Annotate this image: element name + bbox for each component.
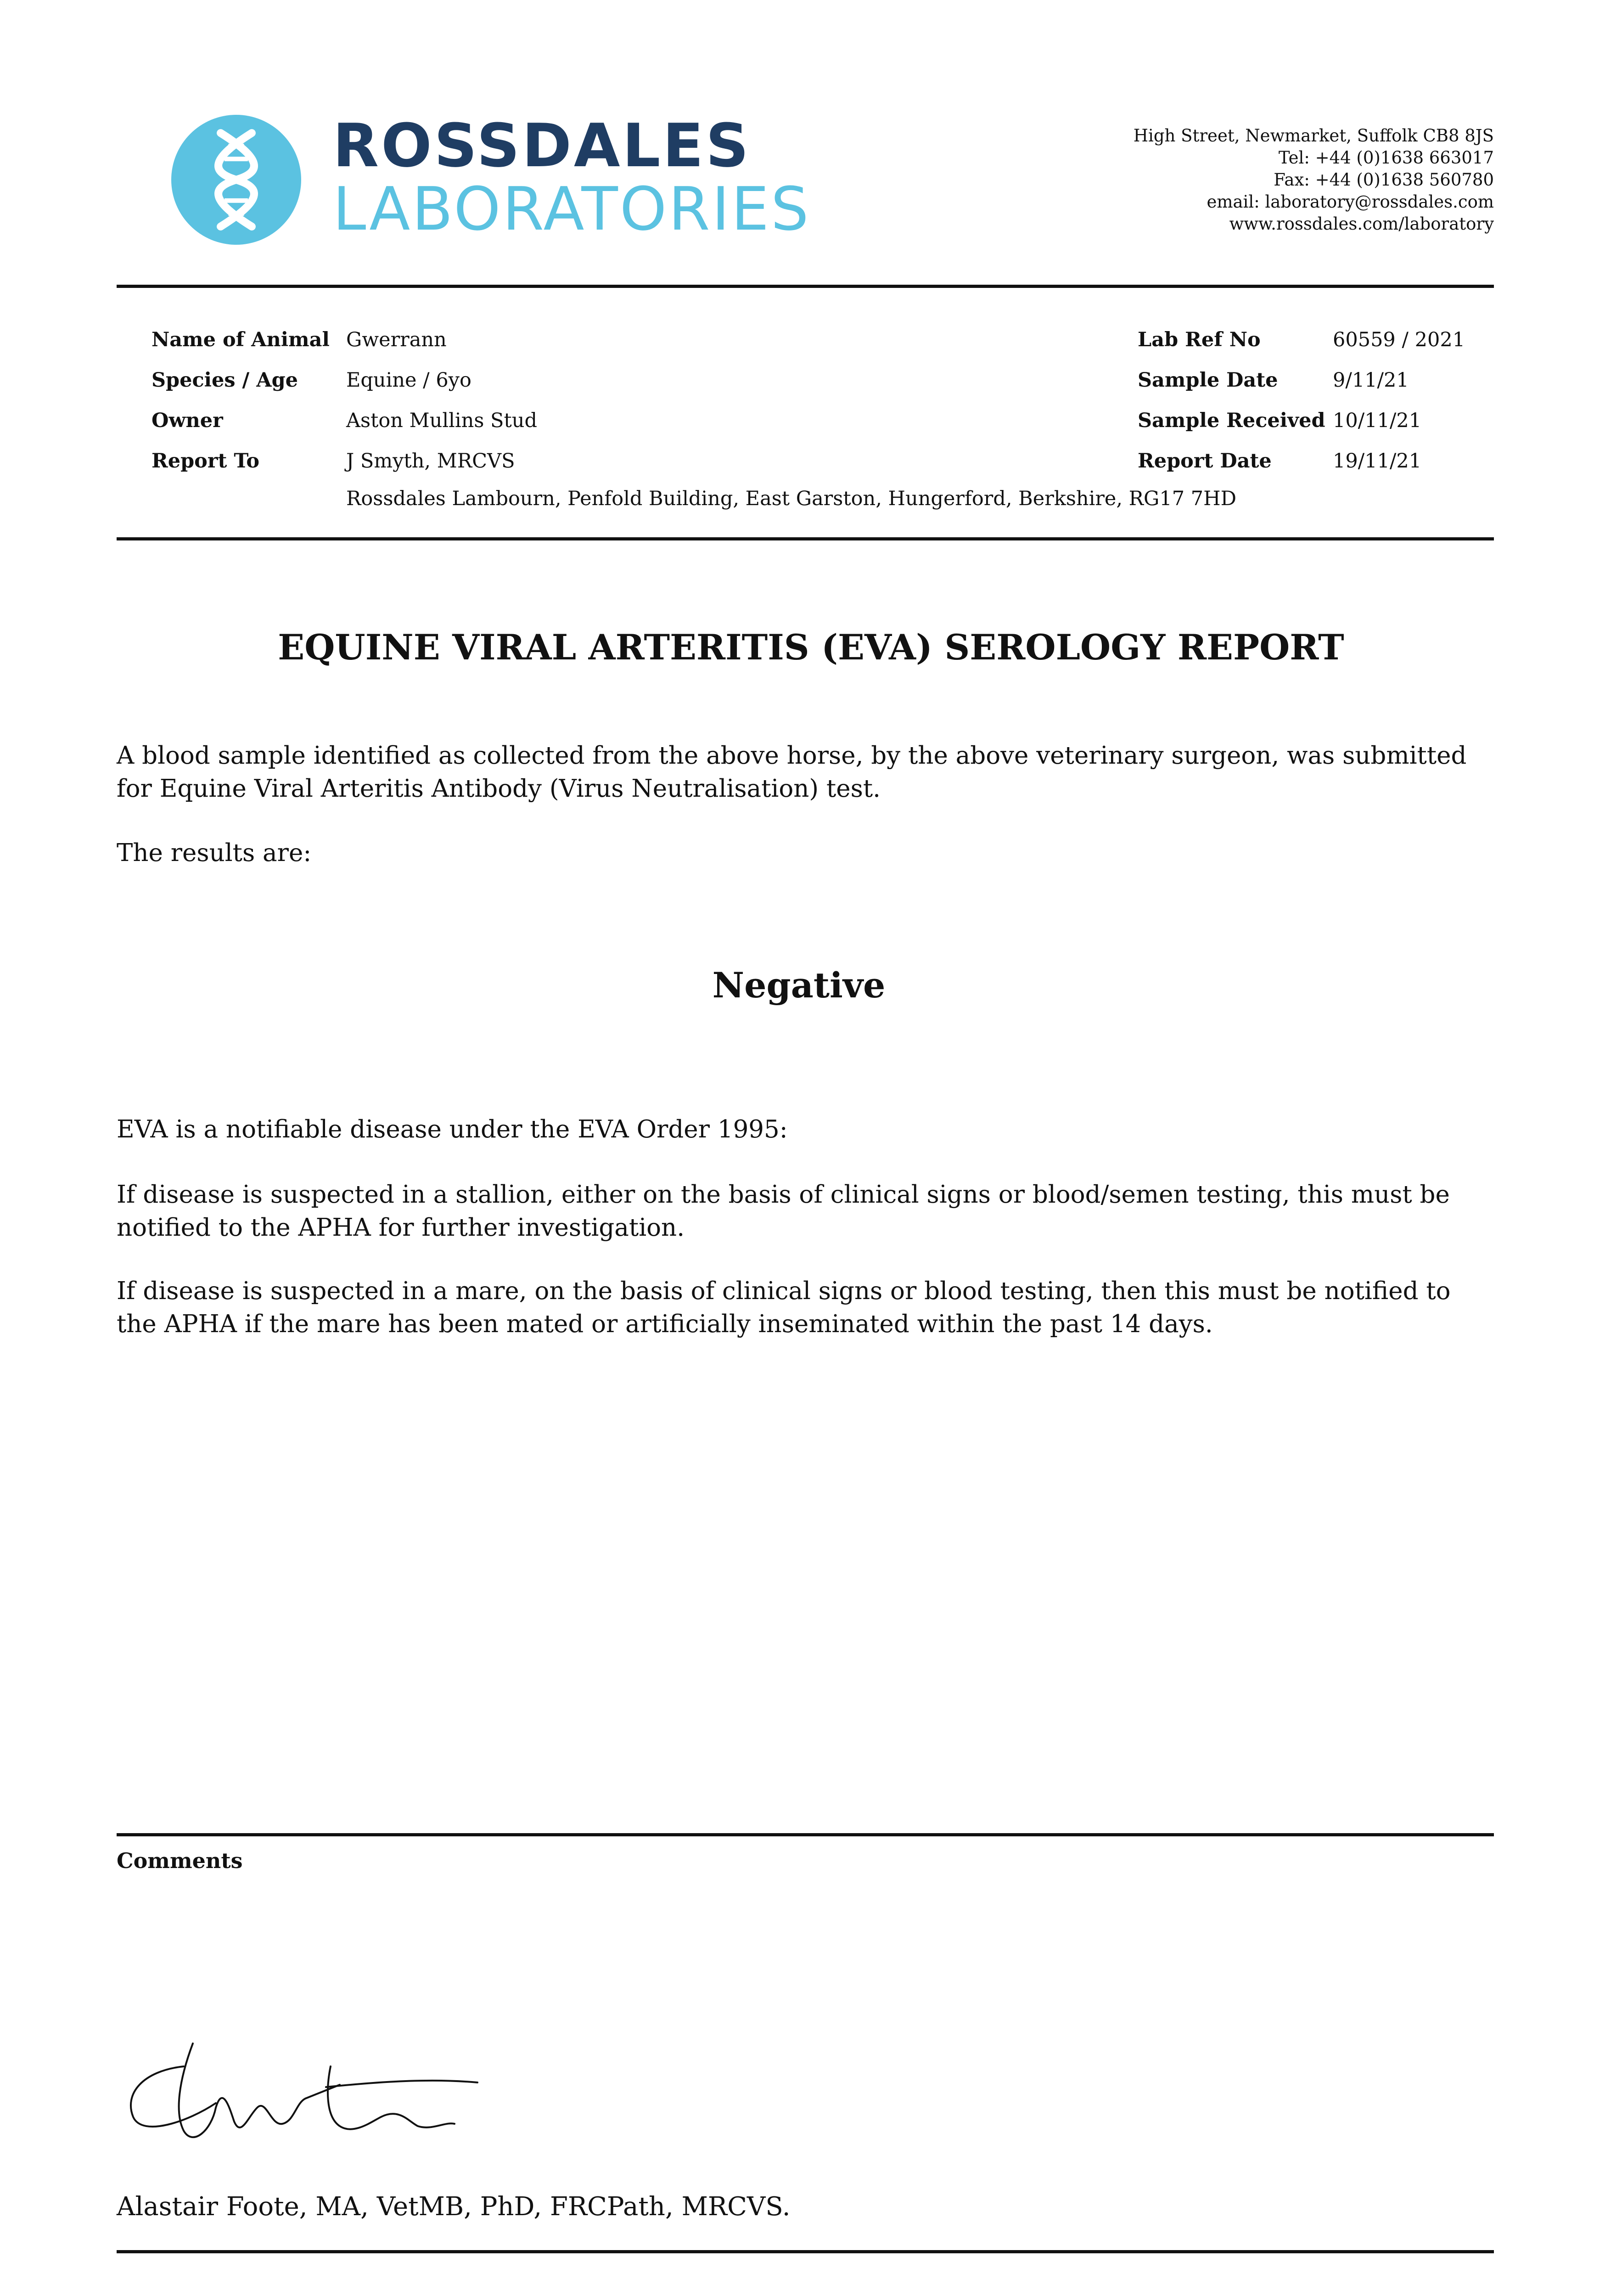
contact-address: High Street, Newmarket, Suffolk CB8 8JS: [1133, 126, 1494, 146]
signature-icon: [124, 2039, 482, 2158]
notice-intro: EVA is a notifiable disease under the EVA Order 1995:: [117, 1115, 788, 1143]
contact-tel: Tel: +44 (0)1638 663017: [1278, 148, 1494, 168]
comments-label: Comments: [117, 1848, 243, 1873]
intro-paragraph: A blood sample identified as collected from the above horse, by the above veterinary surgeon, was submitted for Equine Viral Arteritis Antibody (Virus Neutralisation) test.: [117, 742, 1467, 803]
info-label-report-to: Report To: [152, 450, 260, 473]
dna-helix-icon: [171, 115, 301, 245]
info-label-sample-received: Sample Received: [1138, 409, 1325, 432]
header-divider: [117, 285, 1494, 288]
info-label-report-date: Report Date: [1138, 450, 1272, 473]
info-label-owner: Owner: [152, 409, 223, 432]
report-title: EQUINE VIRAL ARTERITIS (EVA) SEROLOGY REPORT: [278, 627, 1344, 668]
info-value-report-to: J Smyth, MRCVS: [346, 450, 515, 473]
brand-name: ROSSDALES: [333, 111, 751, 180]
test-result: Negative: [712, 965, 886, 1006]
info-value-lab-ref: 60559 / 2021: [1333, 328, 1465, 351]
contact-website: www.rossdales.com/laboratory: [1229, 214, 1494, 234]
contact-fax: Fax: +44 (0)1638 560780: [1274, 170, 1494, 190]
info-divider: [117, 537, 1494, 540]
info-value-species: Equine / 6yo: [346, 369, 471, 392]
info-label-lab-ref: Lab Ref No: [1138, 328, 1261, 351]
contact-email: email: laboratory@rossdales.com: [1207, 192, 1494, 212]
info-value-sample-date: 9/11/21: [1333, 369, 1409, 392]
info-value-sample-received: 10/11/21: [1333, 409, 1422, 432]
info-value-report-date: 19/11/21: [1333, 450, 1422, 473]
info-label-name: Name of Animal: [152, 328, 330, 351]
notice-mare: If disease is suspected in a mare, on the basis of clinical signs or blood testing, then this must be notified to the APHA if the mare has been mated or artificially inseminated within the past 14 days.: [117, 1277, 1451, 1338]
info-label-species: Species / Age: [152, 369, 298, 392]
signer-name: Alastair Foote, MA, VetMB, PhD, FRCPath, MRCVS.: [117, 2192, 791, 2222]
info-label-sample-date: Sample Date: [1138, 369, 1278, 392]
comments-divider: [117, 1833, 1494, 1836]
footer-divider: [117, 2250, 1494, 2253]
info-report-to-address: Rossdales Lambourn, Penfold Building, East Garston, Hungerford, Berkshire, RG17 7HD: [346, 487, 1237, 510]
contact-block: [1134, 125, 1494, 235]
notice-stallion: If disease is suspected in a stallion, either on the basis of clinical signs or blood/semen testing, this must be notified to the APHA for further investigation.: [117, 1181, 1450, 1242]
results-lead: The results are:: [117, 839, 312, 867]
brand-subtitle: LABORATORIES: [333, 174, 811, 244]
info-value-owner: Aston Mullins Stud: [346, 409, 538, 432]
info-value-name: Gwerrann: [346, 328, 447, 351]
